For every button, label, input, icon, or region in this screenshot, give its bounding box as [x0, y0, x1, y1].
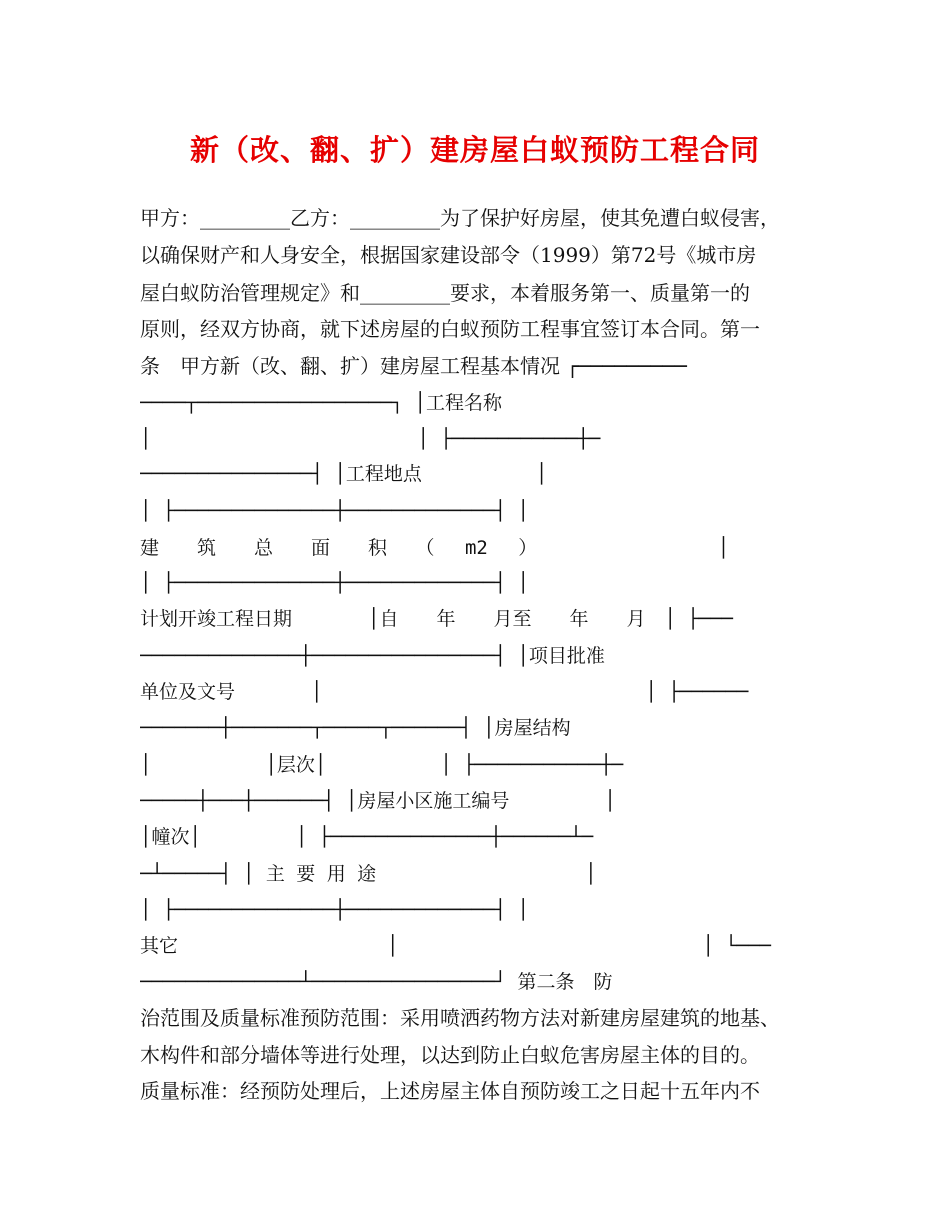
- table-line: ──────────────┴────────────────┘ 第二条 防: [140, 971, 613, 993]
- table-line: ─┴─────┤ │ 主 要 用 途 │: [140, 863, 597, 885]
- body-line: 木构件和部分墙体等进行处理，以达到防止白蚁危害房屋主体的目的。: [140, 1043, 760, 1067]
- body-line: 以确保财产和人身安全，根据国家建设部令（1999）第72号《城市房: [140, 243, 757, 267]
- table-line: ─────┼───┼──────┤ │房屋小区施工编号 │: [140, 790, 616, 812]
- table-line: 其它 │ │ └───: [140, 935, 772, 957]
- table-line: 单位及文号 │ │ ├──────: [140, 681, 749, 703]
- body-line: 屋白蚁防治管理规定》和_________要求，本着服务第一、质量第一的: [140, 281, 750, 305]
- body-line: 治范围及质量标准预防范围：采用喷洒药物方法对新建房屋建筑的地基、: [140, 1006, 780, 1030]
- table-line: ───────────────┤ │工程地点 │: [140, 463, 548, 485]
- body-line: 条 甲方新（改、翻、扩）建房屋工程基本情况 ┌─────────: [140, 354, 687, 378]
- body-line: 质量标准：经预防处理后，上述房屋主体自预防竣工之日起十五年内不: [140, 1079, 760, 1103]
- body-line: 甲方：_________乙方：_________为了保护好房屋，使其免遭白蚁侵害，: [140, 206, 780, 230]
- table-line: 计划开竣工程日期 │自 年 月至 年 月 │ ├───: [140, 608, 734, 630]
- table-line: │ ├──────────────┼─────────────┤ │: [140, 899, 529, 921]
- table-line: ────┬─────────────────┐ │工程名称: [140, 392, 502, 414]
- table-line: ───────┼───────┬─────┬──────┤ │房屋结构: [140, 717, 571, 739]
- table-line: │ ├──────────────┼─────────────┤ │: [140, 572, 529, 594]
- table-line: │ │ ├───────────┼─: [140, 428, 601, 450]
- table-line: 建 筑 总 面 积 （ m2 ） │: [140, 537, 730, 559]
- table-line: │ ├──────────────┼─────────────┤ │: [140, 500, 529, 522]
- table-line: ──────────────┼────────────────┤ │项目批准: [140, 645, 605, 667]
- table-line: │幢次│ │ ├──────────────┼──────┴─: [140, 826, 594, 848]
- table-line: │ │层次│ │ ├───────────┼─: [140, 754, 624, 776]
- body-line: 原则，经双方协商，就下述房屋的白蚁预防工程事宜签订本合同。第一: [140, 317, 760, 341]
- document-title: 新（改、翻、扩）建房屋白蚁预防工程合同: [189, 133, 760, 167]
